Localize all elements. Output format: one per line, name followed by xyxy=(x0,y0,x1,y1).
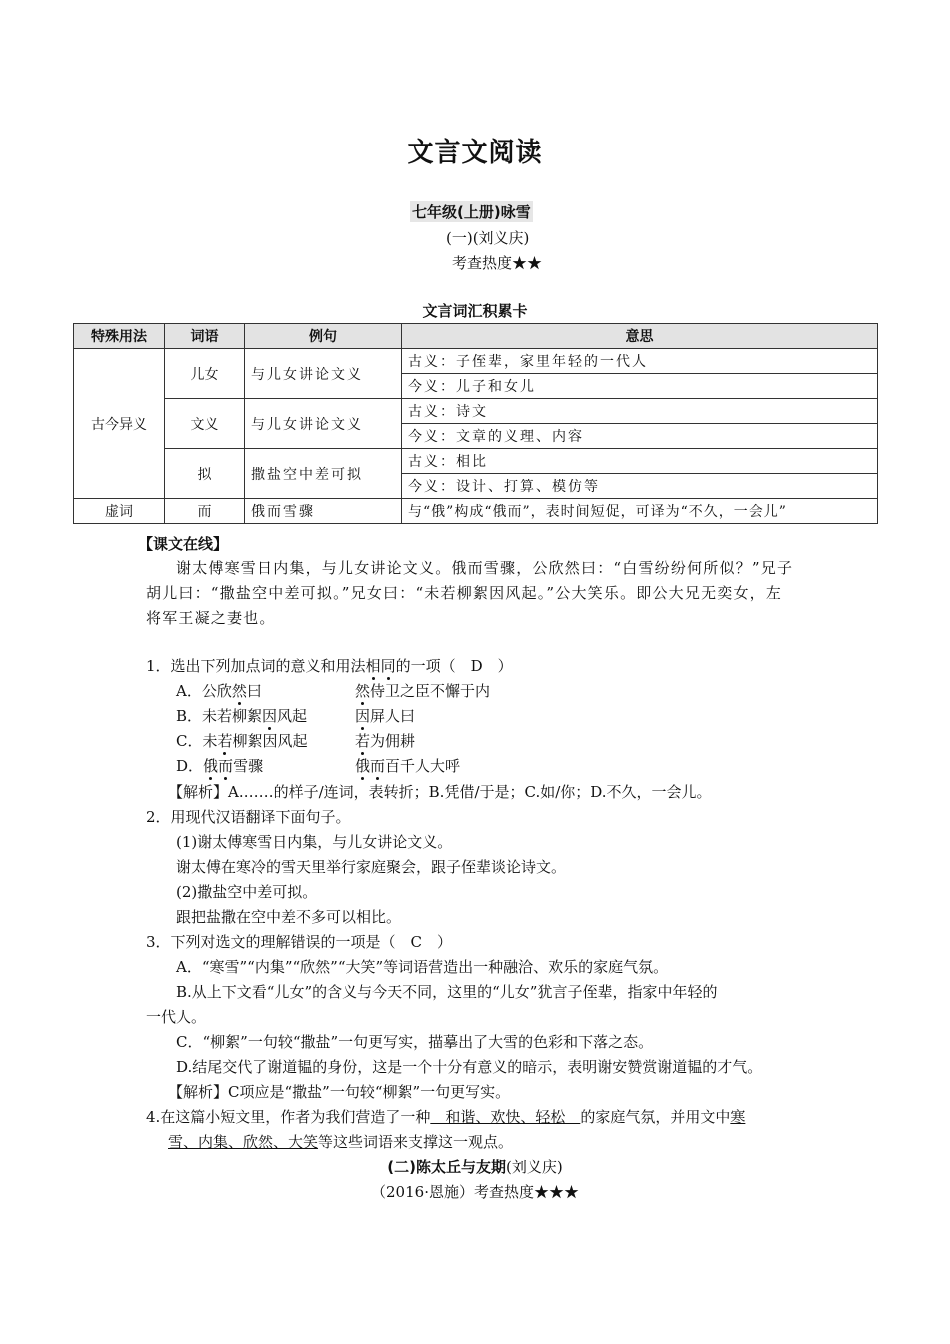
question-4-line-1: 4.在这篇小短文里，作者为我们营造了一种 和谐、欢快、轻松 的家庭气氛，并用文中寒 xyxy=(146,1108,746,1126)
q3-option-a: A．“寒雪”“内集”“欣然”“大笑”等词语营造出一种融洽、欢乐的家庭气氛。 xyxy=(176,958,669,976)
example-cell: 俄而雪骤 xyxy=(245,499,402,524)
next-section-meta: （2016·恩施）考查热度★★★ xyxy=(371,1183,579,1201)
vocab-card-title: 文言词汇积累卡 xyxy=(422,302,528,320)
next-section-title: (二)陈太丘与友期(刘义庆) xyxy=(387,1158,563,1176)
q3-option-c: C．“柳絮”一句较“撒盐”一句更写实，描摹出了大雪的色彩和下落之态。 xyxy=(176,1033,654,1051)
q2-answer-2: 跟把盐撒在空中差不多可以相比。 xyxy=(176,908,402,926)
header-word: 词语 xyxy=(165,324,245,349)
option-a-right: 然侍卫之臣不懈于内 xyxy=(355,682,491,700)
q2-answer-1: 谢太傅在寒冷的雪天里举行家庭聚会，跟子侄辈谈论诗文。 xyxy=(176,858,567,876)
example-cell: 撒盐空中差可拟 xyxy=(245,449,402,499)
word-cell: 儿女 xyxy=(165,349,245,399)
header-example: 例句 xyxy=(245,324,402,349)
page-title: 文言文阅读 xyxy=(407,138,543,168)
q2-sentence-1: (1)谢太傅寒雪日内集，与儿女讲论文义。 xyxy=(176,833,453,851)
text-line: 将军王凝之妻也。 xyxy=(146,609,276,627)
option-d-right: 俄而百千人大呼 xyxy=(355,757,461,775)
modern-meaning-cell: 今义：设计、打算、模仿等 xyxy=(402,474,878,499)
q4-answer-1: 和谐、欢快、轻松 xyxy=(430,1108,581,1126)
example-cell: 与儿女讲论文义 xyxy=(245,399,402,449)
q3-analysis: 【解析】C项应是“撒盐”一句较“柳絮”一句更写实。 xyxy=(168,1083,511,1101)
question-1-stem: 1．选出下列加点词的意义和用法相同的一项（ D ） xyxy=(146,657,513,675)
q3-option-d: D.结尾交代了谢道韫的身份，这是一个十分有意义的暗示，表明谢安赞赏谢道韫的才气。 xyxy=(176,1058,763,1076)
word-cell: 而 xyxy=(165,499,245,524)
header-usage: 特殊用法 xyxy=(74,324,165,349)
header-meaning: 意思 xyxy=(402,324,878,349)
option-c-right: 若为佣耕 xyxy=(355,732,416,750)
option-b-right: 因屏人曰 xyxy=(355,707,416,725)
question-2-stem: 2．用现代汉语翻译下面句子。 xyxy=(146,808,351,826)
option-c-left: C．未若柳絮因风起 xyxy=(176,732,308,750)
text-line: 谢太傅寒雪日内集，与儿女讲论文义。俄而雪骤，公欣然曰：“白雪纷纷何所似？”兄子 xyxy=(176,559,794,577)
modern-meaning-cell: 今义：文章的义理、内容 xyxy=(402,424,878,449)
meaning-cell: 与“俄”构成“俄而”，表时间短促，可译为“不久，一会儿” xyxy=(402,499,878,524)
ancient-meaning-cell: 古义：子侄辈，家里年轻的一代人 xyxy=(402,349,878,374)
vocab-header-row xyxy=(74,324,878,349)
option-a-left: A．公欣然曰 xyxy=(176,682,262,700)
q3-option-b: B.从上下文看“儿女”的含义与今天不同，这里的“儿女”犹言子侄辈，指家中年轻的 xyxy=(176,983,718,1001)
usage-cell: 古今异义 xyxy=(74,349,165,499)
option-b-left: B．未若柳絮因风起 xyxy=(176,707,308,725)
table-row xyxy=(74,499,878,524)
q3-option-b-cont: 一代人。 xyxy=(146,1008,207,1026)
ancient-meaning-cell: 古义：相比 xyxy=(402,449,878,474)
table-row xyxy=(74,449,878,474)
word-cell: 拟 xyxy=(165,449,245,499)
section-label: 【课文在线】 xyxy=(138,535,229,553)
lesson-heat: 考查热度★★ xyxy=(452,254,543,272)
text-line: 胡儿曰：“撒盐空中差可拟。”兄女曰：“未若柳絮因风起。”公大笑乐。即公大兄无奕女，左 xyxy=(146,584,783,602)
example-cell: 与儿女讲论文义 xyxy=(245,349,402,399)
ancient-meaning-cell: 古义：诗文 xyxy=(402,399,878,424)
q4-answer-2: 雪、内集、欣然、大笑 xyxy=(168,1133,319,1151)
lesson-part: (一)(刘义庆) xyxy=(446,229,530,247)
question-3-stem: 3．下列对选文的理解错误的一项是（ C ） xyxy=(146,933,453,951)
vocab-table xyxy=(73,323,878,524)
usage-cell: 虚词 xyxy=(74,499,165,524)
question-4-line-2: 雪、内集、欣然、大笑等这些词语来支撑这一观点。 xyxy=(168,1133,514,1151)
table-row xyxy=(74,349,878,374)
q1-analysis: 【解析】A.……的样子/连词，表转折；B.凭借/于是；C.如/你；D.不久，一会儿。 xyxy=(168,783,712,801)
modern-meaning-cell: 今义：儿子和女儿 xyxy=(402,374,878,399)
word-cell: 文义 xyxy=(165,399,245,449)
table-row xyxy=(74,399,878,424)
option-d-left: D．俄而雪骤 xyxy=(176,757,264,775)
q2-sentence-2: (2)撒盐空中差可拟。 xyxy=(176,883,318,901)
lesson-heading: 七年级(上册)咏雪 xyxy=(412,203,531,221)
